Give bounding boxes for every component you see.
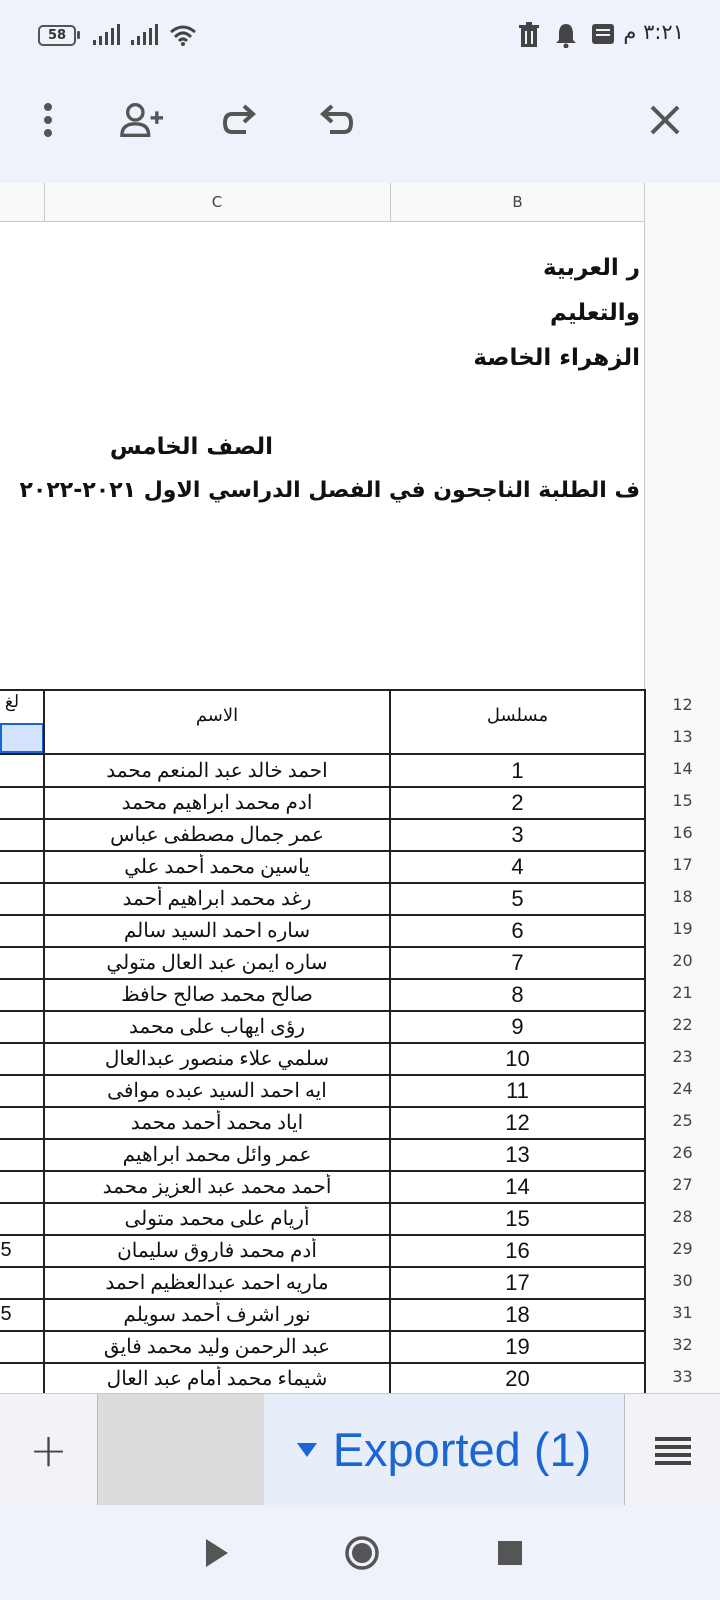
sheet-tab-blank[interactable] [97, 1394, 265, 1505]
serial-number-cell[interactable]: 11 [506, 1078, 529, 1103]
serial-number-cell[interactable]: 3 [511, 822, 524, 847]
student-name-cell[interactable]: عبد الرحمن وليد محمد فايق [103, 1336, 331, 1358]
table-row-border [0, 882, 645, 884]
student-name-cell[interactable]: ايه احمد السيد عبده موافى [107, 1080, 327, 1102]
serial-number-cell[interactable]: 17 [505, 1270, 530, 1295]
redo-icon[interactable] [218, 98, 262, 142]
row-header[interactable]: 29 [645, 1233, 720, 1266]
table-top-border [0, 689, 645, 691]
battery-indicator: 58 [38, 25, 76, 46]
row-header[interactable]: 33 [645, 1361, 720, 1394]
table-row-border [0, 1042, 645, 1044]
column-divider [44, 183, 45, 221]
bell-icon [555, 22, 577, 48]
name-column-header: الاسم [195, 705, 239, 726]
undo-icon[interactable] [314, 98, 358, 142]
serial-number-cell[interactable]: 5 [511, 886, 524, 911]
table-row-border [0, 1138, 645, 1140]
serial-number-cell[interactable]: 13 [505, 1142, 530, 1167]
row-header[interactable]: 21 [645, 977, 720, 1010]
student-name-cell[interactable]: نور اشرف أحمد سويلم [123, 1304, 311, 1326]
trash-icon [518, 22, 540, 48]
left-clipped-cell[interactable]: 5 [0, 1239, 12, 1261]
play-icon[interactable] [204, 1538, 230, 1568]
row-header-mask [645, 221, 720, 691]
column-header-c[interactable]: C [44, 183, 390, 222]
sheet-tab-active[interactable] [264, 1394, 624, 1505]
row-header[interactable]: 32 [645, 1329, 720, 1362]
stop-icon[interactable] [498, 1541, 522, 1565]
student-name-cell[interactable]: سلمي علاء منصور عبدالعال [104, 1048, 330, 1070]
selected-cell[interactable] [0, 723, 44, 753]
battery-tip [77, 31, 80, 39]
serial-number-cell[interactable]: 14 [505, 1174, 530, 1199]
table-row-border [0, 818, 645, 820]
row-header[interactable]: 13 [645, 721, 720, 754]
row-header[interactable]: 30 [645, 1265, 720, 1298]
serial-number-cell[interactable]: 12 [505, 1110, 530, 1135]
serial-number-cell[interactable]: 10 [505, 1046, 530, 1071]
serial-number-cell[interactable]: 19 [505, 1334, 530, 1359]
table-row-border [0, 1234, 645, 1236]
add-person-icon[interactable] [120, 98, 164, 142]
header-line-3: والتعليم [549, 300, 640, 326]
triangle-down-icon[interactable] [297, 1443, 317, 1457]
column-divider [390, 183, 391, 221]
row-header[interactable]: 25 [645, 1105, 720, 1138]
table-row-border [0, 1202, 645, 1204]
serial-number-cell[interactable]: 15 [505, 1206, 530, 1231]
row-header[interactable]: 20 [645, 945, 720, 978]
student-name-cell[interactable]: ساره ايمن عبد العال متولي [106, 952, 328, 974]
table-row-border [0, 914, 645, 916]
student-name-cell[interactable]: اياد محمد أحمد محمد [130, 1112, 304, 1134]
table-header-bottom-border [0, 753, 645, 755]
list-icon[interactable] [624, 1394, 720, 1505]
left-clipped-cell[interactable]: 5 [0, 1303, 12, 1325]
serial-number-cell[interactable]: 9 [511, 1014, 524, 1039]
row-header[interactable]: 16 [645, 817, 720, 850]
student-name-cell[interactable]: صالح محمد صالح حافظ [121, 984, 313, 1006]
add-sheet-button[interactable]: + [29, 1422, 68, 1477]
serial-number-cell[interactable]: 1 [511, 758, 524, 783]
row-header[interactable]: 24 [645, 1073, 720, 1106]
row-header[interactable]: 23 [645, 1041, 720, 1074]
table-vborder-right [644, 689, 646, 1393]
row-header[interactable]: 15 [645, 785, 720, 818]
student-name-cell[interactable]: أحمد محمد عبد العزيز محمد [102, 1176, 332, 1198]
report-title: ف الطلبة الناجحون في الفصل الدراسي الاول ٢٠٢١-٢٠٢٢ [19, 478, 640, 503]
left-column-header-clip: لغ [4, 692, 20, 711]
wifi-icon [169, 23, 197, 47]
signal-icon [92, 24, 120, 46]
serial-number-cell[interactable]: 16 [505, 1238, 530, 1263]
row-header[interactable]: 19 [645, 913, 720, 946]
serial-number-cell[interactable]: 20 [505, 1366, 530, 1391]
row-header[interactable]: 27 [645, 1169, 720, 1202]
student-name-cell[interactable]: رؤى ايهاب على محمد [128, 1016, 306, 1038]
table-row-border [0, 850, 645, 852]
table-row-border [0, 1266, 645, 1268]
student-name-cell[interactable]: عمر جمال مصطفى عباس [110, 824, 324, 846]
grade-label: الصف الخامس [109, 434, 273, 460]
student-name-cell[interactable]: احمد خالد عبد المنعم محمد [106, 760, 328, 782]
column-header-b[interactable]: B [390, 183, 645, 222]
student-name-cell[interactable]: أريام على محمد متولى [124, 1208, 310, 1230]
student-name-cell[interactable]: ماريه احمد عبدالعظيم احمد [105, 1272, 329, 1294]
header-line-4: الزهراء الخاصة [473, 345, 640, 371]
row-header[interactable]: 17 [645, 849, 720, 882]
row-header[interactable]: 18 [645, 881, 720, 914]
student-name-cell[interactable]: أدم محمد فاروق سليمان [117, 1240, 317, 1262]
table-row-border [0, 1074, 645, 1076]
student-name-cell[interactable]: ساره احمد السيد سالم [123, 920, 311, 942]
table-row-border [0, 786, 645, 788]
row-header[interactable]: 31 [645, 1297, 720, 1330]
table-row-border [0, 946, 645, 948]
student-name-cell[interactable]: ادم محمد ابراهيم محمد [121, 792, 313, 814]
student-name-cell[interactable]: عمر وائل محمد ابراهيم [122, 1144, 312, 1166]
table-row-border [0, 978, 645, 980]
table-row-border [0, 1298, 645, 1300]
serial-number-cell[interactable]: 2 [511, 790, 524, 815]
header-line-2: ر العربية [542, 255, 640, 281]
serial-number-cell[interactable]: 7 [511, 950, 524, 975]
table-row-border [0, 1362, 645, 1364]
row-header[interactable]: 26 [645, 1137, 720, 1170]
table-row-border [0, 1106, 645, 1108]
table-row-border [0, 1170, 645, 1172]
close-icon[interactable] [643, 98, 687, 142]
row-header[interactable]: 14 [645, 753, 720, 786]
student-name-cell[interactable]: ياسين محمد أحمد علي [124, 856, 310, 878]
serial-number-cell[interactable]: 6 [511, 918, 524, 943]
serial-number-cell[interactable]: 18 [505, 1302, 530, 1327]
row-header[interactable]: 28 [645, 1201, 720, 1234]
record-icon[interactable] [344, 1535, 380, 1571]
serial-number-cell[interactable]: 4 [511, 854, 524, 879]
table-row-border [0, 1010, 645, 1012]
more-vert-icon[interactable] [26, 98, 70, 142]
student-name-cell[interactable]: شيماء محمد أمام عبد العال [106, 1368, 328, 1390]
sheet-tab-label[interactable]: Exported (1) [332, 1423, 592, 1476]
table-row-border [0, 1330, 645, 1332]
student-name-cell[interactable]: رغد محمد ابراهيم أحمد [122, 888, 312, 910]
serial-column-header: مسلسل [486, 705, 549, 726]
signal-icon-2 [130, 24, 158, 46]
row-header[interactable]: 22 [645, 1009, 720, 1042]
serial-number-cell[interactable]: 8 [511, 982, 524, 1007]
row-header[interactable]: 12 [645, 689, 720, 722]
column-header-a[interactable] [0, 183, 44, 222]
corner-cell [645, 183, 720, 222]
message-icon [591, 23, 615, 47]
status-time: ٣:٢١ م [623, 20, 684, 44]
